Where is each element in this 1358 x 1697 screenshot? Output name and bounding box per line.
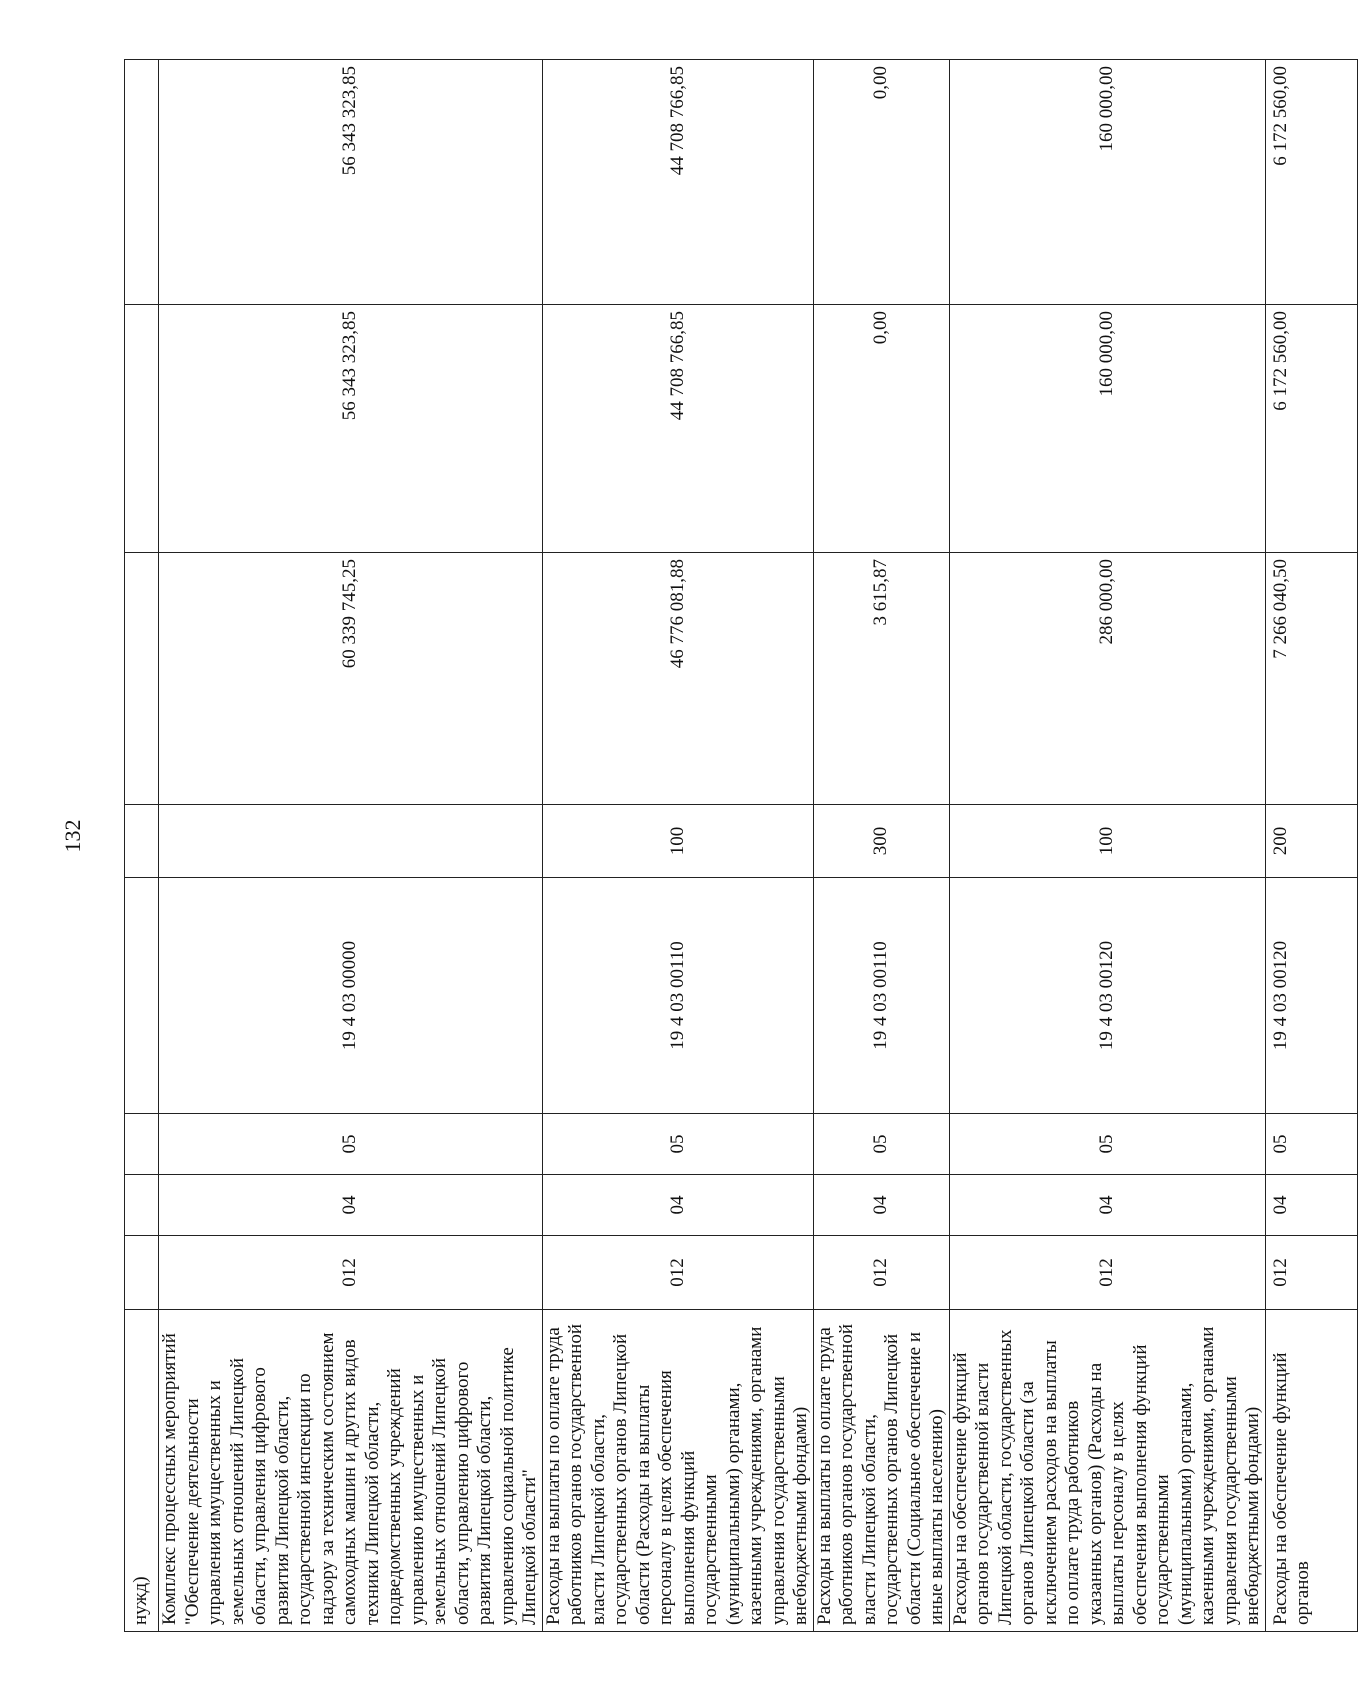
amount-year-1: 46 776 081,88 [542, 553, 813, 805]
rotated-table-container [124, 60, 1313, 1632]
subsection-code: 05 [542, 1114, 813, 1175]
section-code: 04 [1265, 1175, 1357, 1236]
subsection-code [125, 1114, 159, 1175]
section-code [125, 1175, 159, 1236]
table-row [125, 60, 159, 1632]
row-description: Комплекс процессных мероприятий "Обеспечение деятельности управления имущественных и земельных отношений Липецкой области, управления цифрового развития Липецкой области, государственной инспекции по надзору за техническим состоянием самоходных машин и других видов техники Липецкой области, подведомственных учреждений управлению имущественных и земельных отношений Липецкой области, управлению цифрового развития Липецкой области, управлению социальной политике Липецкой области" [159, 1310, 543, 1632]
expense-type: 200 [1265, 805, 1357, 878]
ministry-code: 012 [949, 1236, 1265, 1310]
amount-year-3: 0,00 [813, 60, 949, 305]
ministry-code [125, 1236, 159, 1310]
expense-type [125, 805, 159, 878]
section-code: 04 [813, 1175, 949, 1236]
section-code: 04 [159, 1175, 543, 1236]
amount-year-2: 0,00 [813, 305, 949, 553]
table-row [1265, 60, 1357, 1632]
ministry-code: 012 [813, 1236, 949, 1310]
expense-type: 100 [542, 805, 813, 878]
amount-year-1: 3 615,87 [813, 553, 949, 805]
page-number: 132 [60, 819, 85, 853]
target-article [125, 878, 159, 1114]
budget-table [124, 59, 1358, 1632]
amount-year-2: 6 172 560,00 [1265, 305, 1357, 553]
amount-year-2: 44 708 766,85 [542, 305, 813, 553]
target-article: 19 4 03 00110 [542, 878, 813, 1114]
ministry-code: 012 [159, 1236, 543, 1310]
amount-year-3: 44 708 766,85 [542, 60, 813, 305]
amount-year-1: 60 339 745,25 [159, 553, 543, 805]
amount-year-1 [125, 553, 159, 805]
amount-year-1: 286 000,00 [949, 553, 1265, 805]
amount-year-2: 160 000,00 [949, 305, 1265, 553]
row-description: Расходы на обеспечение функций органов [1265, 1310, 1357, 1632]
table-row [542, 60, 813, 1632]
amount-year-3: 56 343 323,85 [159, 60, 543, 305]
subsection-code: 05 [813, 1114, 949, 1175]
subsection-code: 05 [1265, 1114, 1357, 1175]
amount-year-3: 6 172 560,00 [1265, 60, 1357, 305]
target-article: 19 4 03 00110 [813, 878, 949, 1114]
row-description: Расходы на выплаты по оплате труда работников органов государственной власти Липецкой области, государственных органов Липецкой области (Расходы на выплаты персоналу в целях обеспечения выполнения функций государственными (муниципальными) органами, казенными учреждениями, органами управления государственными внебюджетными фондами) [542, 1310, 813, 1632]
amount-year-3: 160 000,00 [949, 60, 1265, 305]
ministry-code: 012 [542, 1236, 813, 1310]
amount-year-3 [125, 60, 159, 305]
amount-year-2: 56 343 323,85 [159, 305, 543, 553]
target-article: 19 4 03 00000 [159, 878, 543, 1114]
expense-type: 300 [813, 805, 949, 878]
row-description: Расходы на выплаты по оплате труда работников органов государственной власти Липецкой области, государственных органов Липецкой области (Социальное обеспечение и иные выплаты населению) [813, 1310, 949, 1632]
ministry-code: 012 [1265, 1236, 1357, 1310]
expense-type: 100 [949, 805, 1265, 878]
expense-type [159, 805, 543, 878]
subsection-code: 05 [159, 1114, 543, 1175]
table-row [813, 60, 949, 1632]
amount-year-2 [125, 305, 159, 553]
amount-year-1: 7 266 040,50 [1265, 553, 1357, 805]
target-article: 19 4 03 00120 [1265, 878, 1357, 1114]
row-description: Расходы на обеспечение функций органов государственной власти Липецкой области, государственных органов Липецкой области (за исключением расходов на выплаты по оплате труда работников указанных органов) (Расходы на выплаты персоналу в целях обеспечения выполнения функций государственными (муниципальными) органами, казенными учреждениями, органами управления государственными внебюджетными фондами) [949, 1310, 1265, 1632]
section-code: 04 [949, 1175, 1265, 1236]
subsection-code: 05 [949, 1114, 1265, 1175]
table-row [949, 60, 1265, 1632]
row-description: нужд) [125, 1310, 159, 1632]
section-code: 04 [542, 1175, 813, 1236]
table-row [159, 60, 543, 1632]
target-article: 19 4 03 00120 [949, 878, 1265, 1114]
